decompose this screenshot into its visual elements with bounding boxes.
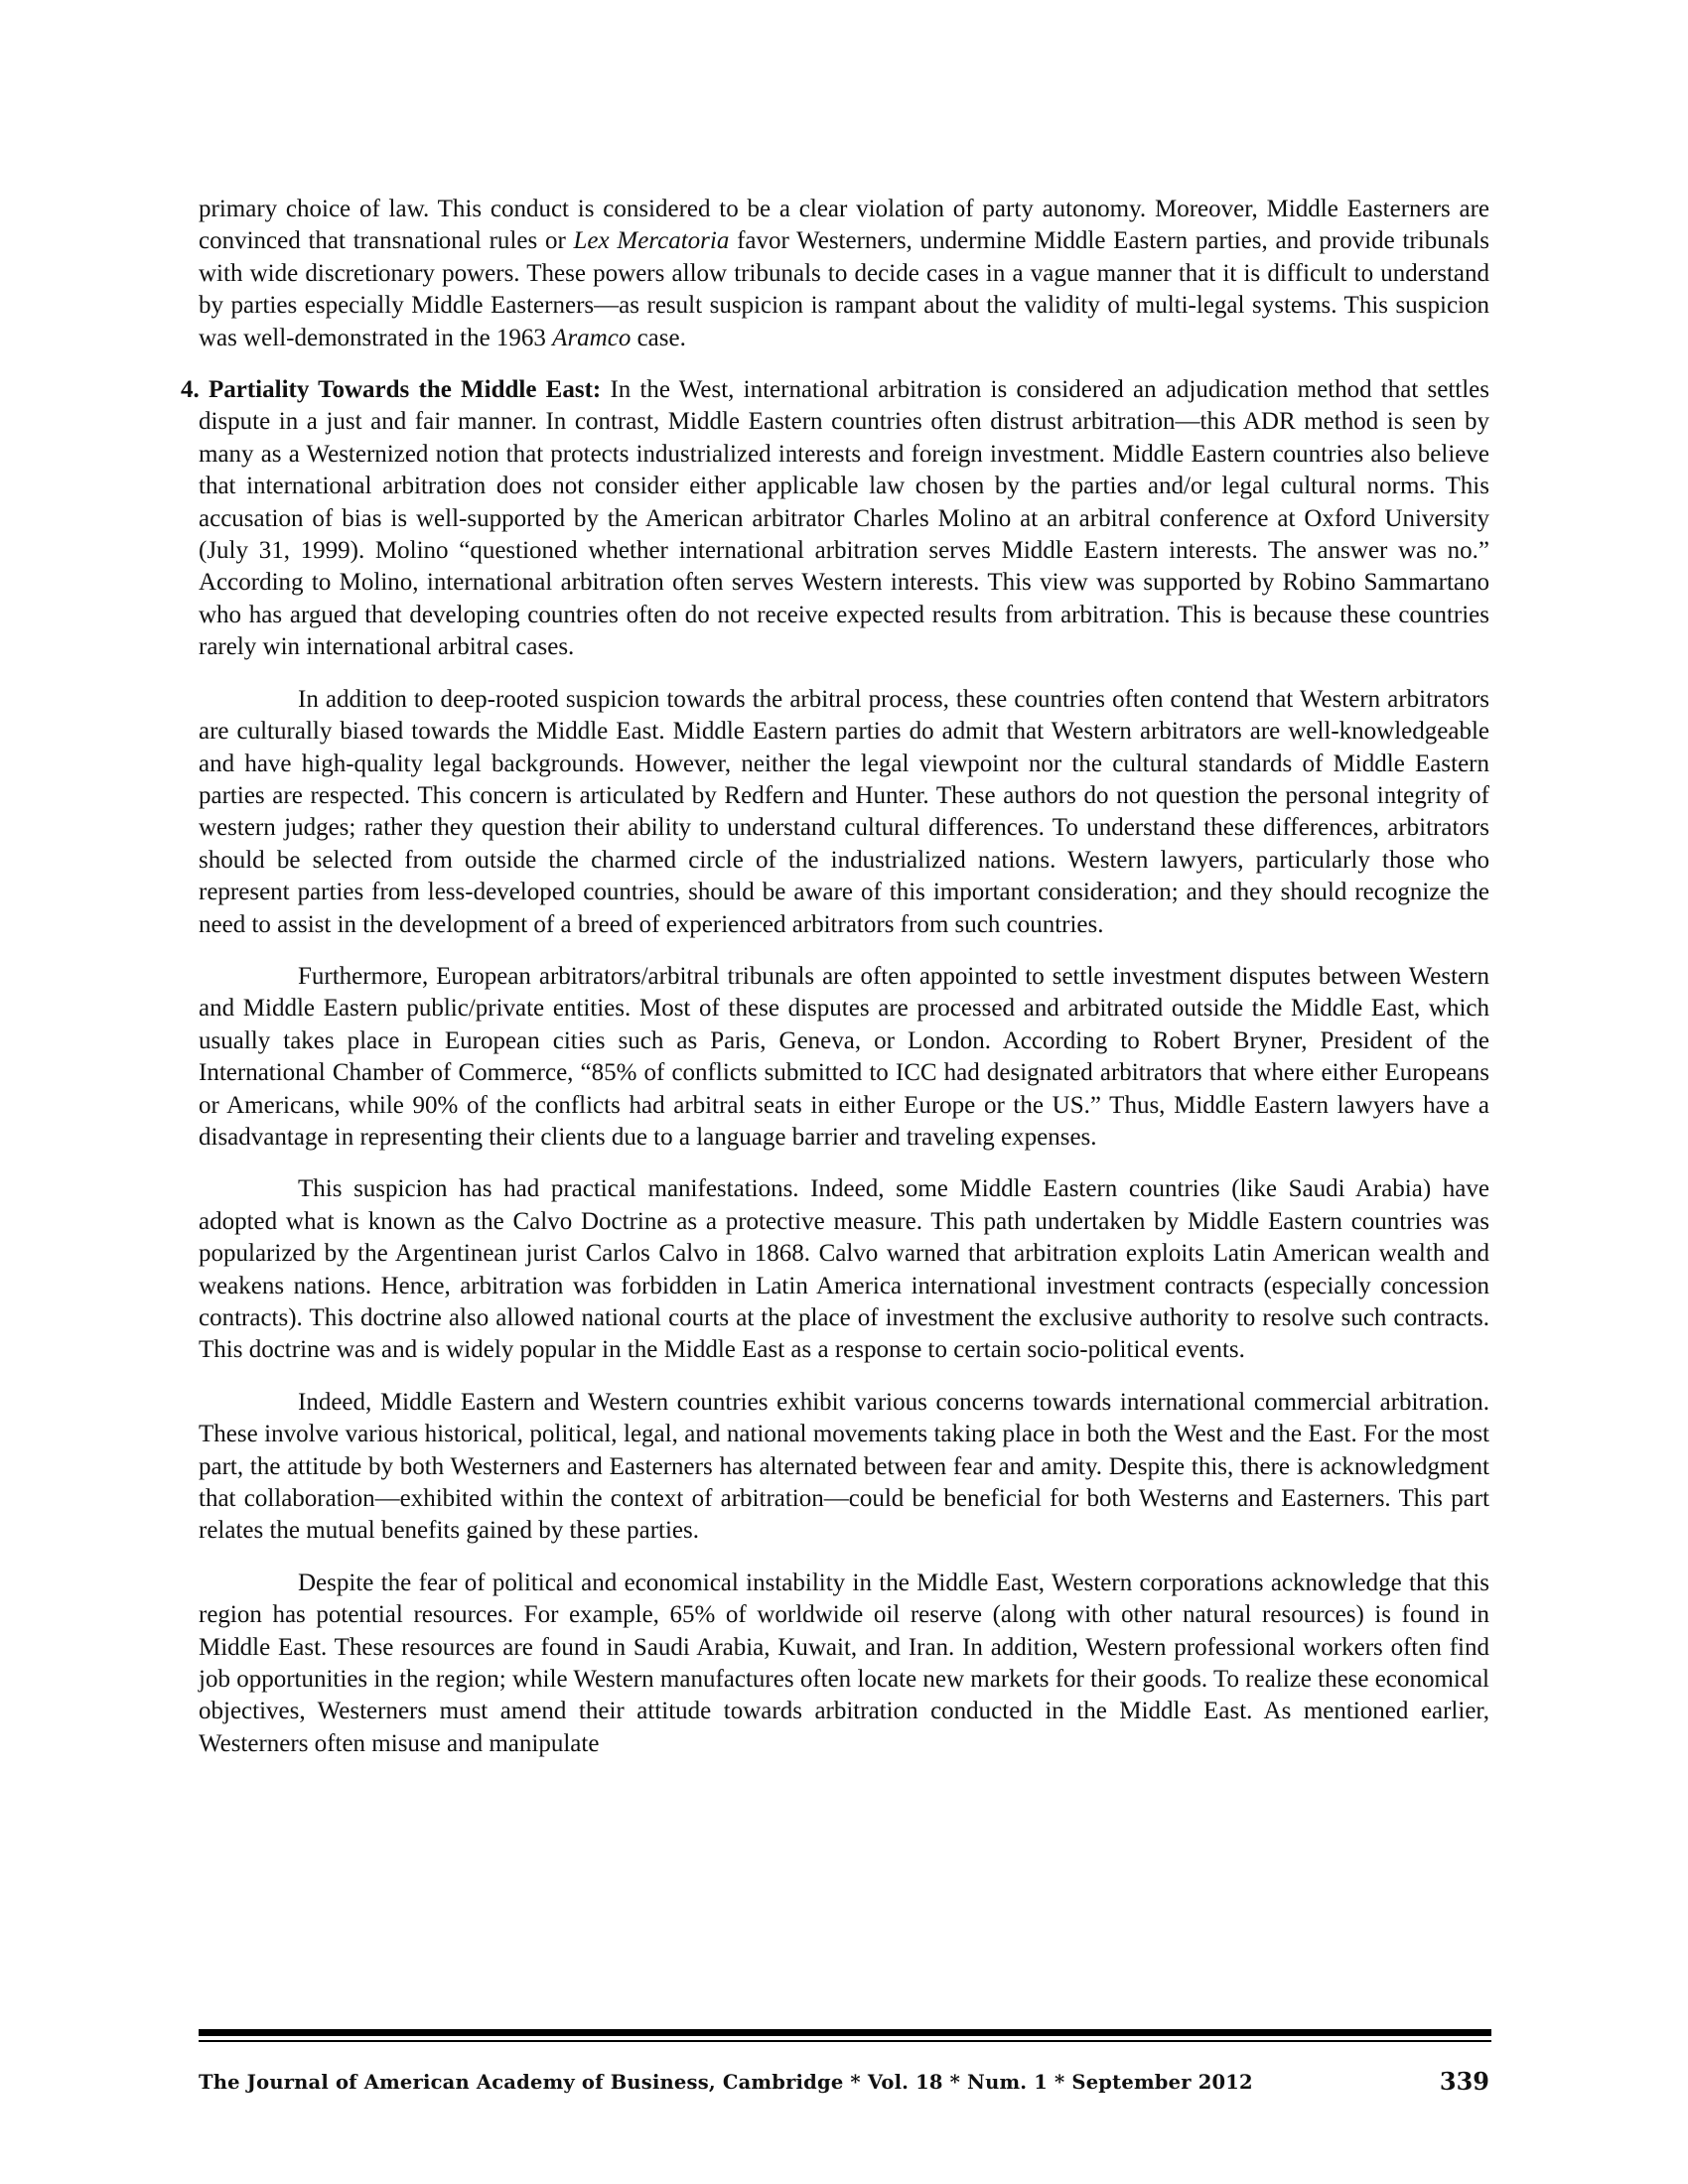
body-paragraph: In addition to deep-rooted suspicion towards the arbitral process, these countries often contend that Western arbitrators are culturally biased towards the Middle East. Middle Eastern parties do admit that Western arbitrators are well-knowledgeable and have high-quality legal backgrounds. However, neither the legal viewpoint nor the cultural standards of Middle Eastern parties are respected. This concern is articulated by Redfern and Hunter. These authors do not question the personal integrity of western judges; rather they question their ability to understand cultural differences. To understand these differences, arbitrators should be selected from outside the charmed circle of the industrialized nations. Western lawyers, particularly those who represent parties from less-developed countries, should be aware of this important consideration; and they should recognize the need to assist in the development of a breed of experienced arbitrators from such countries. [199, 685, 1489, 938]
body-paragraph: Furthermore, European arbitrators/arbitral tribunals are often appointed to settle investment disputes between Western and Middle Eastern public/private entities. Most of these disputes are processed and arbitrated outside the Middle East, which usually takes place in European cities such as Paris, Geneva, or London. According to Robert Bryner, President of the International Chamber of Commerce, “85% of conflicts submitted to ICC had designated arbitrators that where either Europeans or Americans, while 90% of the conflicts had arbitral seats in either Europe or the US.” Thus, Middle Eastern lawyers have a disadvantage in representing their clients due to a language barrier and traveling expenses. [199, 962, 1489, 1151]
body-paragraph: This suspicion has had practical manifestations. Indeed, some Middle Eastern countries (like Saudi Arabia) have adopted what is known as the Calvo Doctrine as a protective measure. This path undertaken by Middle Eastern countries was popularized by the Argentinean jurist Carlos Calvo in 1868. Calvo warned that arbitration exploits Latin American wealth and weakens nations. Hence, arbitration was forbidden in Latin America international investment contracts (especially concession contracts). This doctrine also allowed national courts at the place of investment the exclusive authority to resolve such contracts. This doctrine was and is widely popular in the Middle East as a response to certain socio-political events. [199, 1175, 1489, 1364]
footer-rule-thick [199, 2029, 1491, 2036]
numbered-item [181, 374, 1489, 664]
body-paragraph: Indeed, Middle Eastern and Western countries exhibit various concerns towards international commercial arbitration. These involve various historical, political, legal, and national movements taking place in both the West and the East. For the most part, the attitude by both Westerners and Easterners has alternated between fear and amity. Despite this, there is acknowledgment that collaboration—exhibited within the context of arbitration—could be beneficial for both Westerns and Easterners. This part relates the mutual benefits gained by these parties. [199, 1388, 1489, 1545]
page-number: 339 [1439, 2067, 1489, 2096]
continued-paragraph-italic-1: Lex Mercatoria [573, 227, 730, 255]
numbered-item-heading: Partiality Towards the Middle East: [208, 376, 602, 404]
numbered-item-number: 4. [181, 376, 200, 404]
continued-paragraph-text-1: primary choice of law. This conduct is considered to be a clear violation of party autonomy. Moreover, Middle Easterners are convinced that transnational rules or [199, 196, 1489, 255]
footer-journal-citation: The Journal of American Academy of Business, Cambridge * Vol. 18 * Num. 1 * September 2012 [199, 2071, 1253, 2094]
continued-paragraph-text-2: favor Westerners, undermine Middle Eastern parties, and provide tribunals with wide discretionary powers. These powers allow tribunals to decide cases in a vague manner that it is difficult to understand by parties especially Middle Easterners—as result suspicion is rampant about the validity of multi-legal systems. This suspicion was well-demonstrated in the 1963 [199, 227, 1489, 351]
continued-paragraph-italic-2: Aramco [552, 324, 632, 351]
body-paragraph: Despite the fear of political and economical instability in the Middle East, Western corporations acknowledge that this region has potential resources. For example, 65% of worldwide oil reserve (along with other natural resources) is found in Middle East. These resources are found in Saudi Arabia, Kuwait, and Iran. In addition, Western professional workers often find job opportunities in the region; while Western manufactures often locate new markets for their goods. To realize these economical objectives, Westerners must amend their attitude towards arbitration conducted in the Middle East. As mentioned earlier, Westerners often misuse and manipulate [199, 1569, 1489, 1757]
continued-paragraph-text-3: case. [631, 324, 686, 351]
continued-paragraph [199, 194, 1489, 354]
page-body [181, 194, 1489, 1780]
numbered-item-text: In the West, international arbitration is considered an adjudication method that settles dispute in a just and fair manner. In contrast, Middle Eastern countries often distrust arbitration—this ADR method is seen by many as a Westernized notion that protects industrialized interests and foreign investment. Middle Eastern countries also believe that international arbitration does not consider either applicable law chosen by the parties and/or legal cultural norms. This accusation of bias is well-supported by the American arbitrator Charles Molino at an arbitral conference at Oxford University (July 31, 1999). Molino “questioned whether international arbitration serves Middle Eastern interests. The answer was no.” According to Molino, international arbitration often serves Western interests. This view was supported by Robino Sammartano who has argued that developing countries often do not receive expected results from arbitration. This is because these countries rarely win international arbitral cases. [199, 376, 1489, 661]
footer-rule-thin [199, 2040, 1491, 2042]
